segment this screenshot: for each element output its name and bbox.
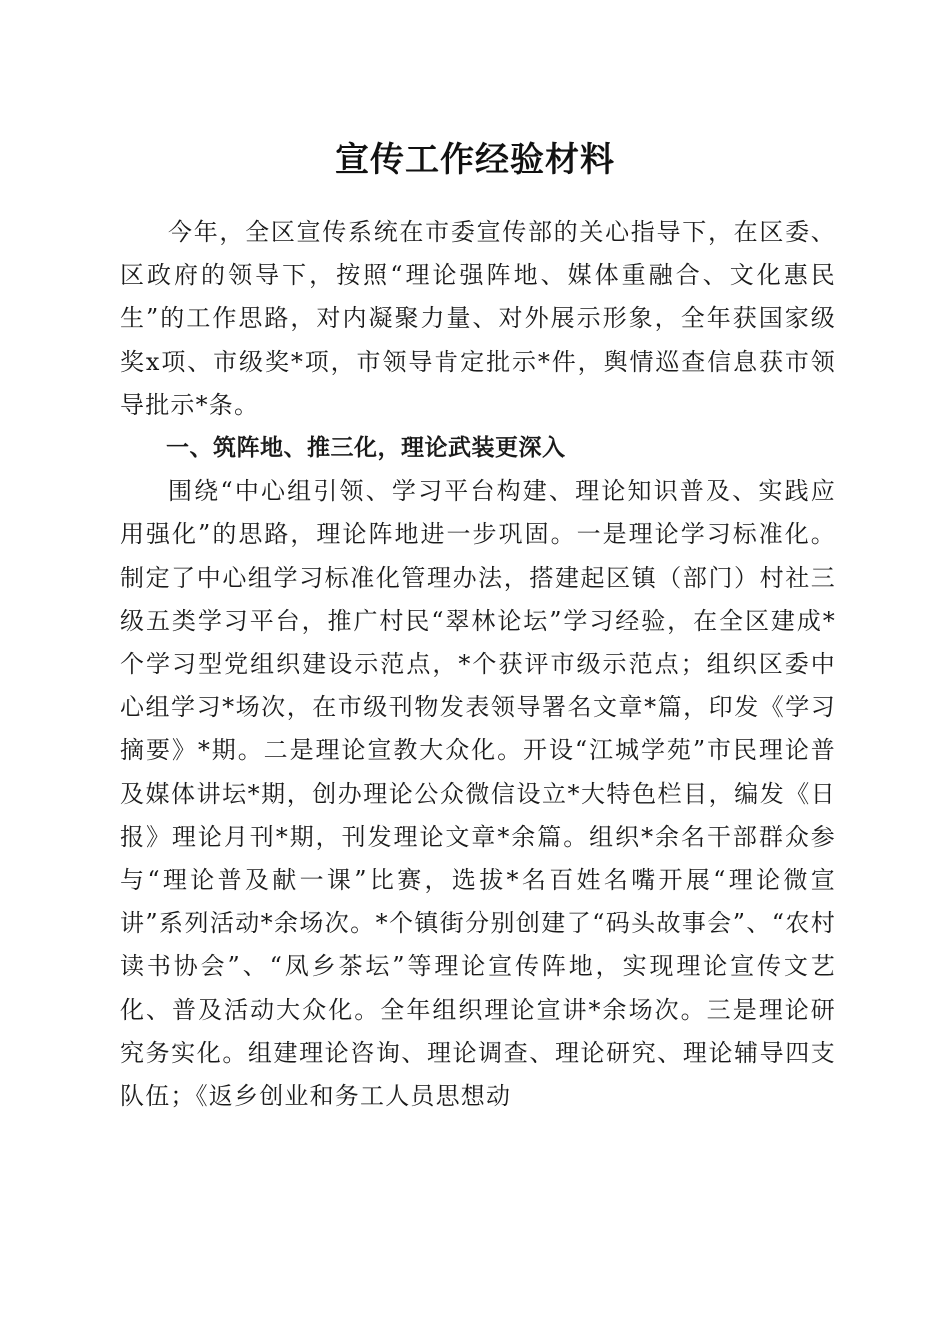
section-heading: 一、筑阵地、推三化，理论武装更深入 bbox=[166, 435, 566, 462]
section-paragraph: 围绕“中心组引领、学习平台构建、理论知识普及、实践应用强化”的思路，理论阵地进一步巩固。一是理论学习标准化。制定了中心组学习标准化管理办法，搭建起区镇（部门）村社三级五类学习平台，推广村民“翠林论坛”学习经验，在全区建成*个学习型党组织建设示范点，*个获评市级示范点；组织区委中心组学习*场次，在市级刊物发表领导署名文章*篇，印发《学习摘要》*期。二是理论宣教大众化。开设“江城学苑”市民理论普及媒体讲坛*期，创办理论公众微信设立*大特色栏目，编发《日报》理论月刊*期，刊发理论文章*余篇。组织*余名干部群众参与“理论普及献一课”比赛，选拔*名百姓名嘴开展“理论微宣讲”系列活动*余场次。*个镇街分别创建了“码头故事会”、“农村读书协会”、“凤乡茶坛”等理论宣传阵地，实现理论宣传文艺化、普及活动大众化。全年组织理论宣讲*余场次。三是理论研究务实化。组建理论咨询、理论调查、理论研究、理论辅导四支队伍；《返乡创业和务工人员思想动 bbox=[120, 477, 836, 1111]
document-body bbox=[120, 211, 836, 1118]
document-title: 宣传工作经验材料 bbox=[335, 140, 615, 180]
intro-paragraph: 今年，全区宣传系统在市委宣传部的关心指导下，在区委、区政府的领导下，按照“理论强阵地、媒体重融合、文化惠民生”的工作思路，对内凝聚力量、对外展示形象，全年获国家级奖x项、市级奖*项，市领导肯定批示*件，舆情巡查信息获市领导批示*条。 bbox=[120, 218, 836, 419]
